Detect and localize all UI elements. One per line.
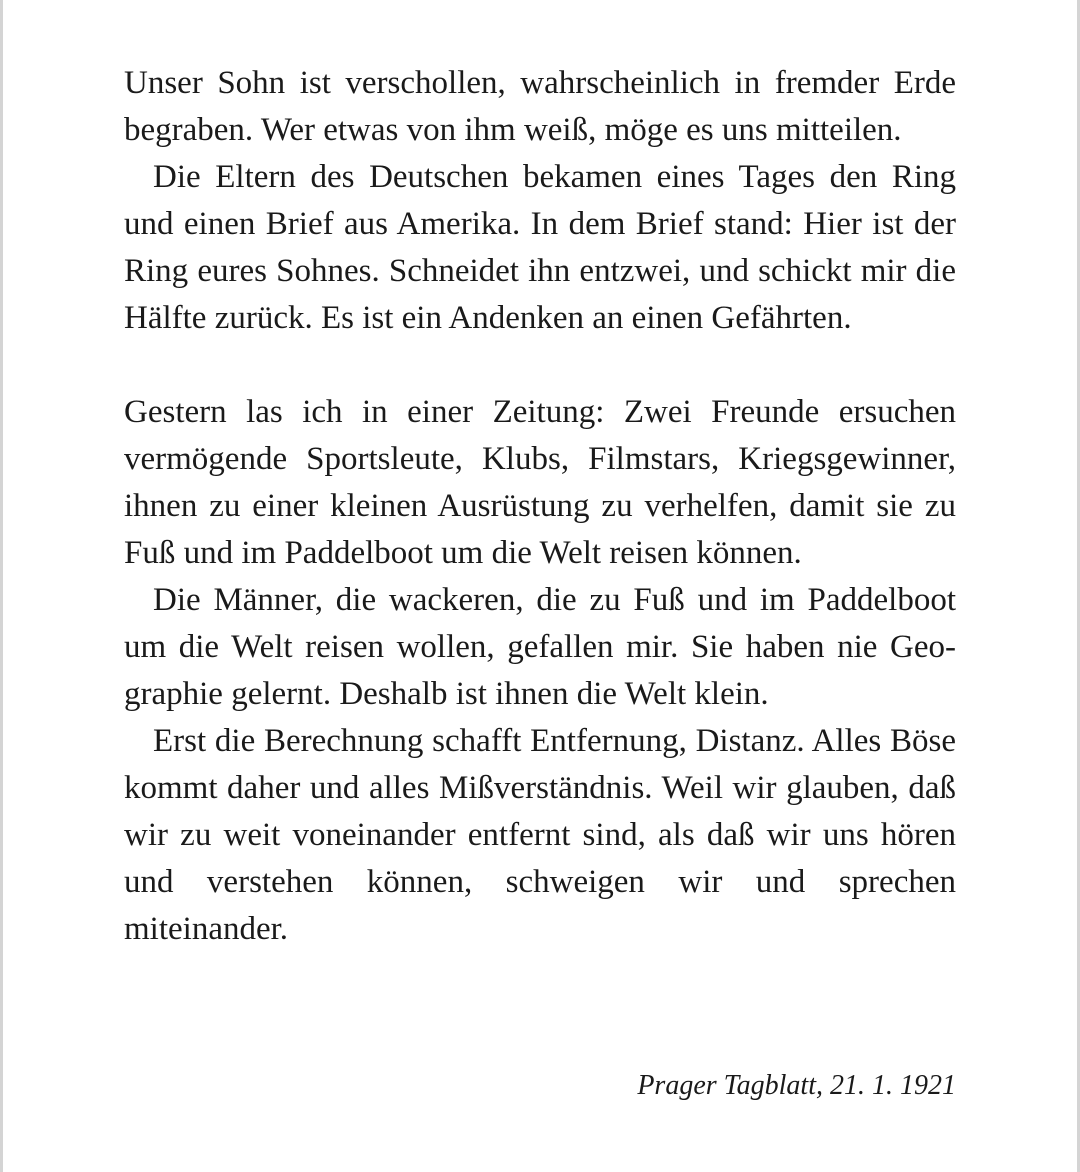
paragraph: Die Eltern des Deutschen bekamen eines Tages den Ring und einen Brief aus Amerika. In dem Brief stand: Hier ist der Ring eures Sohnes. Schneidet ihn entzwei, und schickt mir die Hälfte zurück. Es ist ein Andenken an einen Gefährten. bbox=[124, 159, 956, 336]
paragraph: Erst die Berechnung schafft Entfernung, Distanz. Alles Böse kommt daher und alles Mißverständnis. Weil wir glauben, daß wir zu weit voneinander entfernt sind, als daß wir uns hören und verstehen können, schweigen wir und sprechen miteinander. bbox=[124, 723, 956, 947]
paragraph: Unser Sohn ist verschollen, wahrscheinlich in fremder Erde begraben. Wer etwas von ihm weiß, möge es uns mitteilen. bbox=[124, 65, 956, 148]
section-break bbox=[124, 342, 956, 389]
section-one bbox=[124, 60, 956, 342]
text-column bbox=[124, 60, 956, 953]
section-two bbox=[124, 389, 956, 953]
paragraph: Die Männer, die wackeren, die zu Fuß und im Paddelboot um die Welt reisen wollen, gefallen mir. Sie haben nie Geographie gelernt. Deshalb ist ihnen die Welt klein. bbox=[124, 582, 956, 712]
paragraph: Gestern las ich in einer Zeitung: Zwei Freunde ersuchen vermögende Sportsleute, Klubs, Filmstars, Kriegsgewinner, ihnen zu einer kleinen Ausrüstung zu verhelfen, damit sie zu Fuß und im Paddelboot um die Welt reisen können. bbox=[124, 394, 956, 571]
page-edge-left bbox=[0, 0, 3, 1172]
source-citation: Prager Tagblatt, 21. 1. 1921 bbox=[637, 1070, 956, 1101]
